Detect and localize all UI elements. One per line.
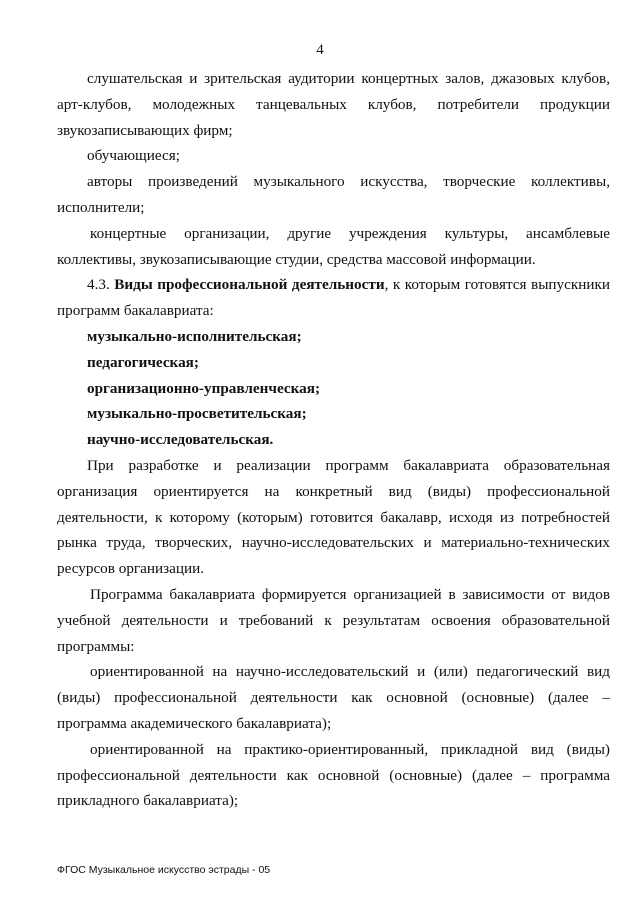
activity-item: организационно-управленческая; — [87, 379, 320, 397]
paragraph-authors: авторы произведений музыкального искусства, творческие коллективы, исполнители; — [57, 173, 610, 216]
paragraph-development: При разработке и реализации программ бакалавриата образовательная организация ориентируется на конкретный вид (виды) профессиональной деятельности, к которому (которым) готовится бакалавр, исходя из потребностей рынка труда, творческих, научно-исследовательских и материально-технических ресурсов организации. — [57, 456, 610, 578]
section-number: 4.3. — [87, 276, 110, 294]
activity-item: музыкально-просветительская; — [87, 405, 307, 423]
paragraph-applied-bachelor: ориентированной на практико-ориентированный, прикладной вид (виды) профессиональной деятельности как основной (основные) (далее – программа прикладного бакалавриата); — [57, 740, 610, 810]
document-body — [57, 66, 610, 814]
paragraph-section-4-3 — [57, 272, 610, 324]
activity-item: научно-исследовательская. — [87, 431, 274, 449]
document-footer: ФГОС Музыкальное искусство эстрады - 05 — [57, 864, 271, 876]
paragraph-audiences: слушательская и зрительская аудитории концертных залов, джазовых клубов, арт-клубов, молодежных танцевальных клубов, потребители продукции звукозаписывающих фирм; — [57, 70, 610, 139]
paragraph-students: обучающиеся; — [87, 147, 180, 165]
activity-item: музыкально-исполнительская; — [87, 327, 302, 345]
page-number: 4 — [316, 42, 324, 58]
section-heading: Виды профессиональной деятельности — [114, 276, 385, 294]
section-text: , к которым готовятся выпускники программ бакалавриата: — [57, 276, 611, 320]
paragraph-academic-bachelor: ориентированной на научно-исследовательский и (или) педагогический вид (виды) профессиональной деятельности как основной (основные) (далее – программа академического бакалавриата); — [57, 663, 610, 732]
activity-item: педагогическая; — [87, 353, 199, 371]
paragraph-organizations: концертные организации, другие учреждения культуры, ансамблевые коллективы, звукозаписывающие студии, средства массовой информации. — [57, 224, 610, 268]
paragraph-program-formation: Программа бакалавриата формируется организацией в зависимости от видов учебной деятельности и требований к результатам освоения образовательной программы: — [57, 585, 610, 655]
